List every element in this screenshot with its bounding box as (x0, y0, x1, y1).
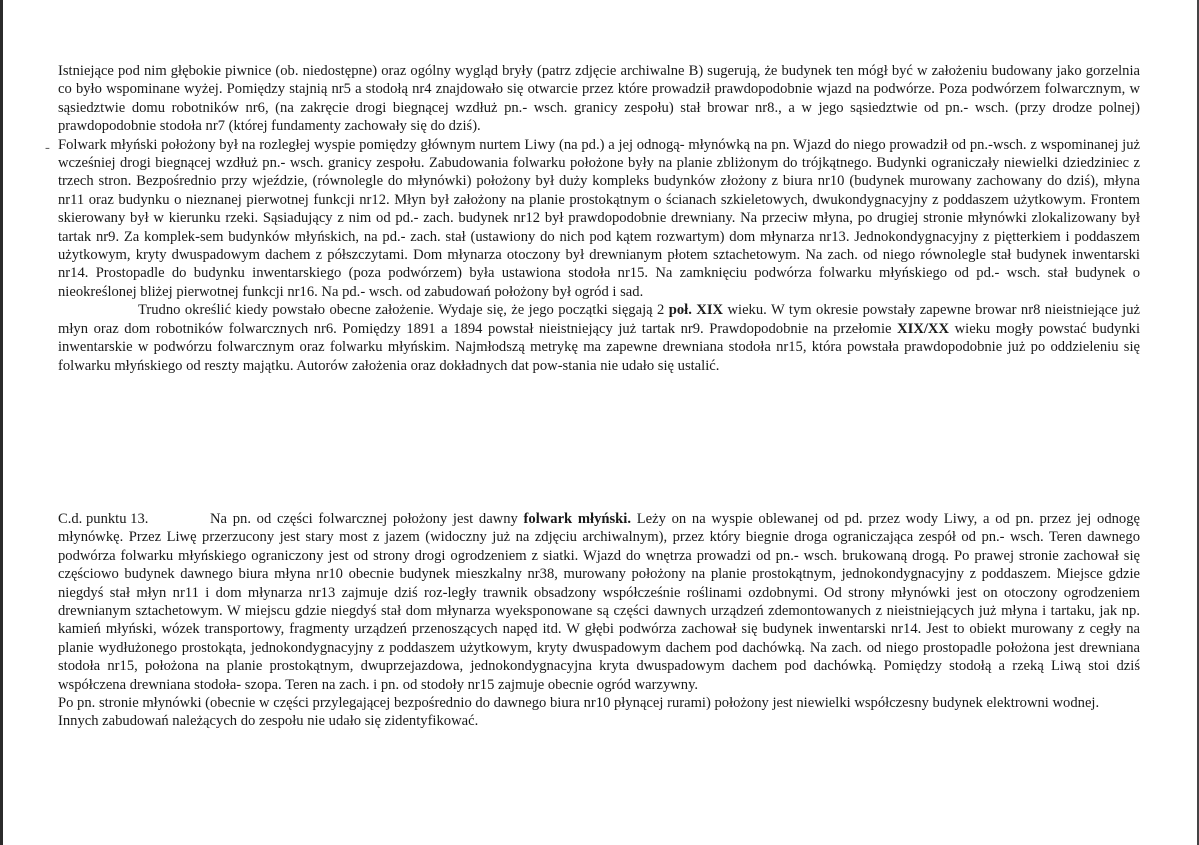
dating-bold-1: poł. XIX (668, 302, 724, 319)
continuation-text-1: Na pn. od części folwarcznej położony jest dawny (210, 511, 524, 527)
section-b-text (58, 510, 1140, 731)
continuation-text-2: Leży on na wyspie oblewanej od pd. przez wody Liwy, a od pn. przez jej odnogę młynówkę. Przez Liwę przerzucony jest stary most z jazem (widoczny już na zdjęciu archiwalnym), przez który biegnie droga ograniczająca zespół od pn.- wsch. Teren dawnego podwórza folwarku młyńskiego ograniczony jest od strony drogi ogrodzeniem z siatki. Wjazd do wnętrza prowadzi od pn.- wsch. brukowaną drogą. Po prawej stronie zachował się częściowo budynek dawnego biura młyna nr10 obecnie budynek mieszkalny nr38, murowany położony na planie prostokątnym, jednokondygnacyjny z poddaszem. Miejsce gdzie niegdyś stał młyn nr11 i dom młynarza nr13 zajmuje dziś roz-legły trawnik obsadzony współcześnie roślinami ozdobnymi. Od strony młynówki jest on otoczony ogrodzeniem drewnianym sztachetowym. W miejscu gdzie niegdyś stał dom młynarza wyeksponowane są części dawnych urządzeń zdemontowanych z nieistniejących już młyna i tartaku, jak np. kamień młyński, wózek transportowy, fragmenty urządzeń przenoszących napęd itd. W głębi podwórza zachował się budynek inwentarski nr14. Jest to obiekt murowany z cegły na planie wydłużonego prostokąta, jednokondygnacyjny z poddaszem użytkowym, kryty dwuspadowym dachem pod dachówką. Na zach. od niego prostopadle położona jest drewniana stodoła nr15, położona na planie prostokątnym, dwuprzejazdowa, jednokondygnacyjna kryta dwuspadowym dachem pod dachówką. Pomiędzy stodołą a rzeką Liwą stoi dziś współczena drewniana stodoła- szopa. Teren na zach. i pn. od stodoły nr15 zajmuje obecnie ogród warzywny. (58, 511, 1141, 693)
dating-text-3: wieku mogły powstać budynki inwentarskie w podwórzu folwarcznym oraz folwarku młyńskim. Najmłodszą metrykę ma zapewne drewniana stodoła nr15, która powstała prawdopodobnie już po oddzieleniu się folwarku młyńskiego od reszty majątku. Autorów założenia oraz dokładnych dat pow-stania nie udało się ustalić. (58, 320, 1140, 374)
scan-edge-left (0, 0, 3, 845)
dating-text-1: Trudno określić kiedy powstało obecne założenie. Wydaje się, że jego początki sięgają 2 (138, 302, 669, 319)
paragraph-continuation (58, 510, 1140, 694)
paragraph-closing: Innych zabudowań należących do zespołu nie udało się zidentyfikować. (58, 713, 479, 730)
section-label: C.d. punktu 13. (58, 511, 149, 527)
paragraph-dating (58, 301, 1140, 375)
margin-dash-marker: - (45, 140, 50, 156)
paragraph-power-plant: Po pn. stronie młynówki (obecnie w części przylegającej bezpośrednio do dawnego biura nr10 płynącej rurami) położony jest niewielki współczesny budynek elektrowni wodnej. (58, 695, 1100, 712)
paragraph-mill-farm: Folwark młyński położony był na rozległej wyspie pomiędzy głównym nurtem Liwy (na pd.) a jej odnogą- młynówką na pn. Wjazd do niego prowadził od pn.-wsch. z wspominanej już wcześniej drogi biegnącej wzdłuż pn.- wsch. granicy zespołu. Zabudowania folwarku położone były na planie zbliżonym do trójkątnego. Budynki ograniczały niewielki dziedziniec z trzech stron. Bezpośrednio przy wjeździe, (równolegle do młynówki) położony był duży kompleks budynków złożony z biura nr10 (budynek murowany zachowany do dziś), młyna nr11 oraz budynku o nieznanej pierwotnej funkcji nr12. Młyn był założony na planie prostokątnym o ścianach szkieletowych, dwukondygnacyjny z poddaszem użytkowym. Frontem skierowany był w kierunku rzeki. Sąsiadujący z nim od pd.- zach. budynek nr12 był prawdopodobnie drewniany. Na przeciw młyna, po drugiej stronie młynówki zlokalizowany był tartak nr9. Za komplek-sem budynków młyńskich, na pd.- zach. stał (ustawiony do nich pod kątem rozwartym) dom młynarza nr13. Jednokondygnacyjny z piętterkiem i poddaszem użytkowym, kryty dwuspadowym dachem z półszczytami. Dom młynarza otoczony był drewnianym płotem sztachetowym. Na zach. od niego równolegle stał budynek inwentarski nr14. Prostopadle do budynku inwentarskiego (poza podwórzem) była ustawiona stodoła nr15. Na zamknięciu podwórza folwarku młyńskiego od pd.- wsch. stał budynek o nieokreślonej bliżej pierwotnej funkcji nr16. Na pd.- wsch. od zabudowań położony był ogród i sad. (58, 136, 1140, 300)
continuation-bold: folwark młyński. (523, 511, 632, 527)
paragraph-cellars: Istniejące pod nim głębokie piwnice (ob. niedostępne) oraz ogólny wygląd bryły (patrz zdjęcie archiwalne B) sugerują, że budynek ten mógł być w założeniu budowany jako gorzelnia co było wspominane wyżej. Pomiędzy stajnią nr5 a stodołą nr4 znajdowało się otwarcie przez które prowadził prawdopodobnie wjazd na podwórze. Poza podwórzem folwarcznym, w sąsiedztwie domu robotników nr6, (na zakręcie drogi biegnącej wzdłuż pn.- wsch. granicy zespołu) stał browar nr8., a w jego sąsiedztwie od pn.- wsch. (przy drodze polnej) prawdopodobnie stodoła nr7 (której fundamenty zachowały się do dziś). (58, 63, 1140, 135)
dating-bold-2: XIX/XX (897, 320, 949, 337)
dating-text-2: wieku. W tym okresie powstały zapewne browar nr8 nieistniejące już młyn oraz dom robotników folwarcznych nr6. Pomiędzy 1891 a 1894 powstał nieistniejący już tartak nr9. Prawdopodobnie na przełomie (58, 302, 1140, 337)
section-a-text (58, 62, 1140, 375)
